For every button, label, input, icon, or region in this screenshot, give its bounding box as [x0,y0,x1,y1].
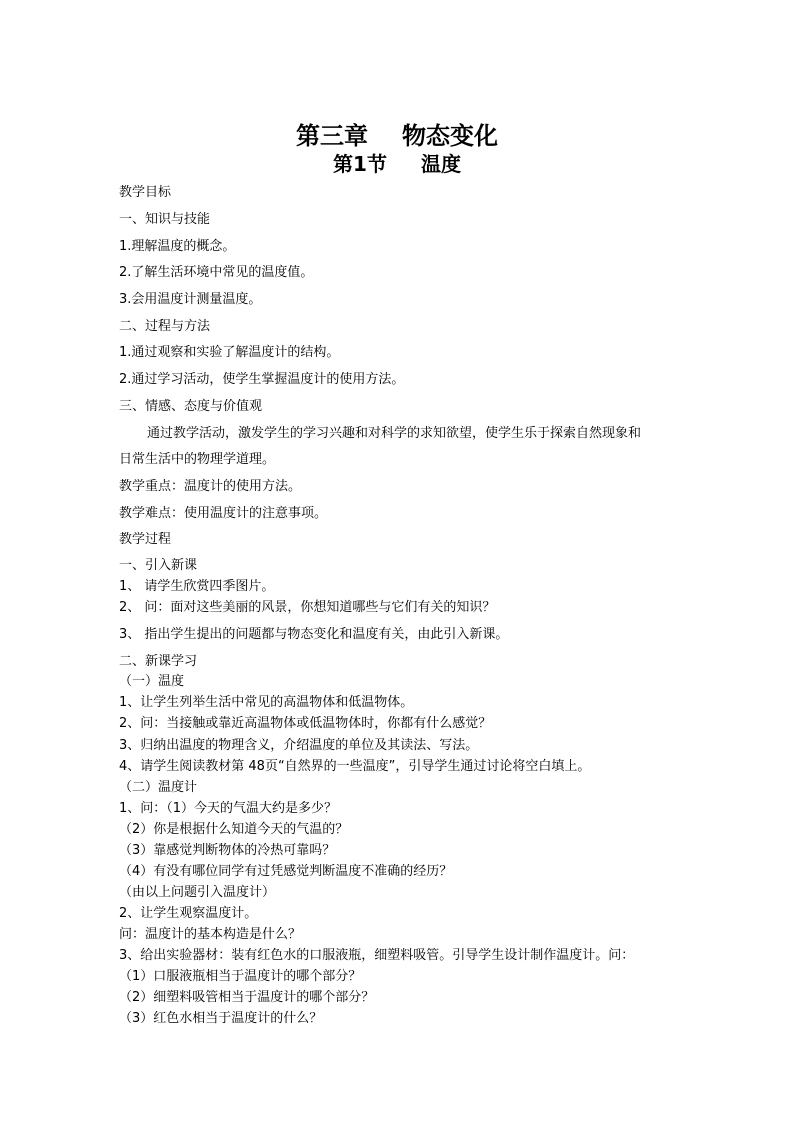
chapter-number: 第三章 [296,122,368,150]
objective-item: 1.理解温度的概念。 [119,239,236,254]
chapter-name: 物态变化 [402,122,498,150]
process-item: （1）口服液瓶相当于温度计的哪个部分？ [119,969,362,984]
paragraph-line: 通过教学活动，激发学生的学习兴趣和对科学的求知欲望，使学生乐于探索自然现象和 [147,426,642,441]
heading-attitude-values: 三、情感、态度与价值观 [119,399,263,414]
objective-item: 3.会用温度计测量温度。 [119,292,262,307]
process-item: （2）你是根据什么知道今天的气温的？ [119,822,349,837]
section-name: 温度 [420,152,461,176]
process-item: 问：温度计的基本构造是什么？ [119,927,302,942]
process-item: 2、 问：面对这些美丽的风景，你想知道哪些与它们有关的知识？ [119,600,496,615]
heading-knowledge-skills: 一、知识与技能 [119,212,211,227]
difficult-point: 教学难点：使用温度计的注意事项。 [119,506,328,521]
process-item: 1、让学生列举生活中常见的高温物体和低温物体。 [119,695,414,710]
section-number: 第1节 [333,152,387,176]
process-item: （由以上问题引入温度计） [119,885,276,900]
section-title [0,151,794,177]
process-item: 4、请学生阅读教材第 48页“自然界的一些温度”，引导学生通过讨论将空白填上。 [119,759,591,774]
process-item: 3、给出实验器材：装有红色水的口服液瓶，细塑料吸管。引导学生设计制作温度计。问： [119,948,635,963]
heading-intro: 一、引入新课 [119,558,198,573]
subheading-thermometer: （二）温度计 [119,780,198,795]
objective-item: 2.通过学习活动，使学生掌握温度计的使用方法。 [119,372,405,387]
process-item: 2、问：当接触或靠近高温物体或低温物体时，你都有什么感觉？ [119,716,492,731]
process-item: （3）靠感觉判断物体的冷热可靠吗？ [119,843,336,858]
process-item: （2）细塑料吸管相当于温度计的哪个部分？ [119,990,375,1005]
objective-item: 2.了解生活环境中常见的温度值。 [119,265,314,280]
process-item: （4）有没有哪位同学有过凭感觉判断温度不准确的经历？ [119,864,453,879]
chapter-title [0,121,794,151]
heading-new-lesson: 二、新课学习 [119,654,198,669]
heading-process-method: 二、过程与方法 [119,319,211,334]
process-item: （3）红色水相当于温度计的什么？ [119,1011,323,1026]
objective-item: 1.通过观察和实验了解温度计的结构。 [119,345,340,360]
process-item: 1、 请学生欣赏四季图片。 [119,579,275,594]
heading-teaching-process: 教学过程 [119,532,172,547]
heading-objectives: 教学目标 [119,185,172,200]
key-point: 教学重点：温度计的使用方法。 [119,479,302,494]
process-item: 2、让学生观察温度计。 [119,906,258,921]
subheading-temperature: （一）温度 [119,674,185,689]
paragraph-line: 日常生活中的物理学道理。 [119,452,276,467]
process-item: 1、问：（1）今天的气温大约是多少？ [119,801,338,816]
process-item: 3、归纳出温度的物理含义，介绍温度的单位及其读法、写法。 [119,738,479,753]
process-item: 3、 指出学生提出的问题都与物态变化和温度有关，由此引入新课。 [119,627,509,642]
